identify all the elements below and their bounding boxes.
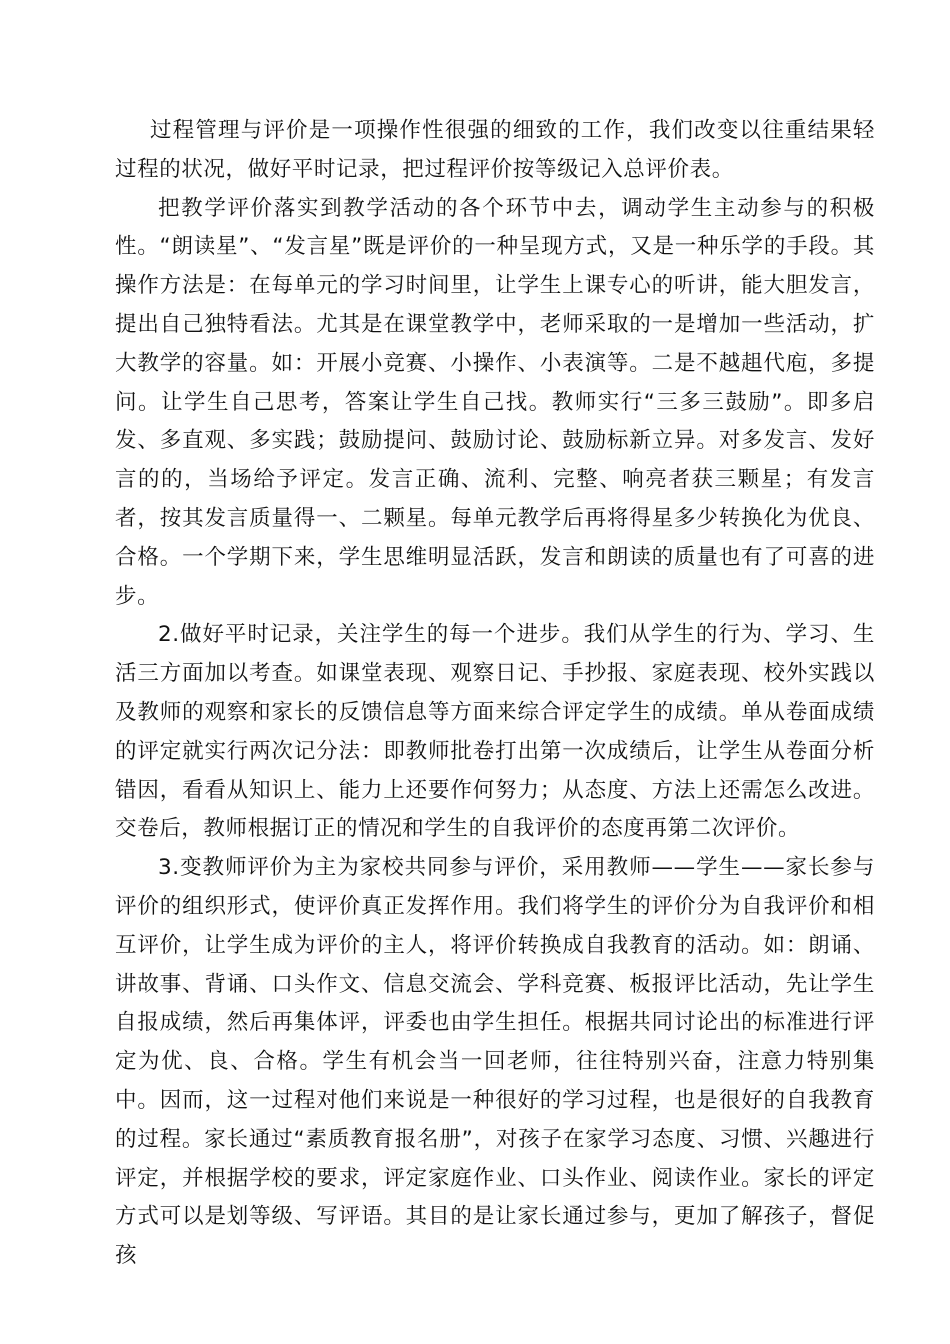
paragraph-process-management: 过程管理与评价是一项操作性很强的细致的工作，我们改变以往重结果轻过程的状况，做好平时记录，把过程评价按等级记入总评价表。 xyxy=(115,118,875,182)
paragraph-daily-records: 2.做好平时记录，关注学生的每一个进步。我们从学生的行为、学习、生活三方面加以考查。如课堂表现、观察日记、手抄报、家庭表现、校外实践以及教师的观察和家长的反馈信息等方面来综合评定学生的成绩。单从卷面成绩的评定就实行两次记分法：即教师批卷打出第一次成绩后，让学生从卷面分析错因，看看从知识上、能力上还要作何努力；从态度、方法上还需怎么改进。交卷后，教师根据订正的情况和学生的自我评价的态度再第二次评价。 xyxy=(115,622,875,842)
document-body xyxy=(115,112,875,1276)
paragraph-classroom-evaluation: 把教学评价落实到教学活动的各个环节中去，调动学生主动参与的积极性。“朗读星”、“发言星”既是评价的一种呈现方式，又是一种乐学的手段。其操作方法是：在每单元的学习时间里，让学生上课专心的听讲，能大胆发言，提出自己独特看法。尤其是在课堂教学中，老师采取的一是增加一些活动，扩大教学的容量。如：开展小竞赛、小操作、小表演等。二是不越趄代庖，多提问。让学生自己思考，答案让学生自己找。教师实行“三多三鼓励”。即多启发、多直观、多实践；鼓励提问、鼓励讨论、鼓励标新立异。对多发言、发好言的的，当场给予评定。发言正确、流利、完整、响亮者获三颗星；有发言者，按其发言质量得一、二颗星。每单元教学后再将得星多少转换化为优良、合格。一个学期下来，学生思维明显活跃，发言和朗读的质量也有了可喜的进步。 xyxy=(115,195,875,609)
paragraph-joint-evaluation: 3.变教师评价为主为家校共同参与评价，采用教师——学生——家长参与评价的组织形式，使评价真正发挥作用。我们将学生的评价分为自我评价和相互评价，让学生成为评价的主人，将评价转换成自我教育的活动。如：朗诵、讲故事、背诵、口头作文、信息交流会、学科竞赛、板报评比活动，先让学生自报成绩，然后再集体评，评委也由学生担任。根据共同讨论出的标准进行评定为优、良、合格。学生有机会当一回老师，往往特别兴奋，注意力特别集中。因而，这一过程对他们来说是一种很好的学习过程，也是很好的自我教育的过程。家长通过“素质教育报名册”，对孩子在家学习态度、习惯、兴趣进行评定，并根据学校的要求，评定家庭作业、口头作业、阅读作业。家长的评定方式可以是划等级、写评语。其目的是让家长通过参与，更加了解孩子，督促孩 xyxy=(115,855,875,1269)
